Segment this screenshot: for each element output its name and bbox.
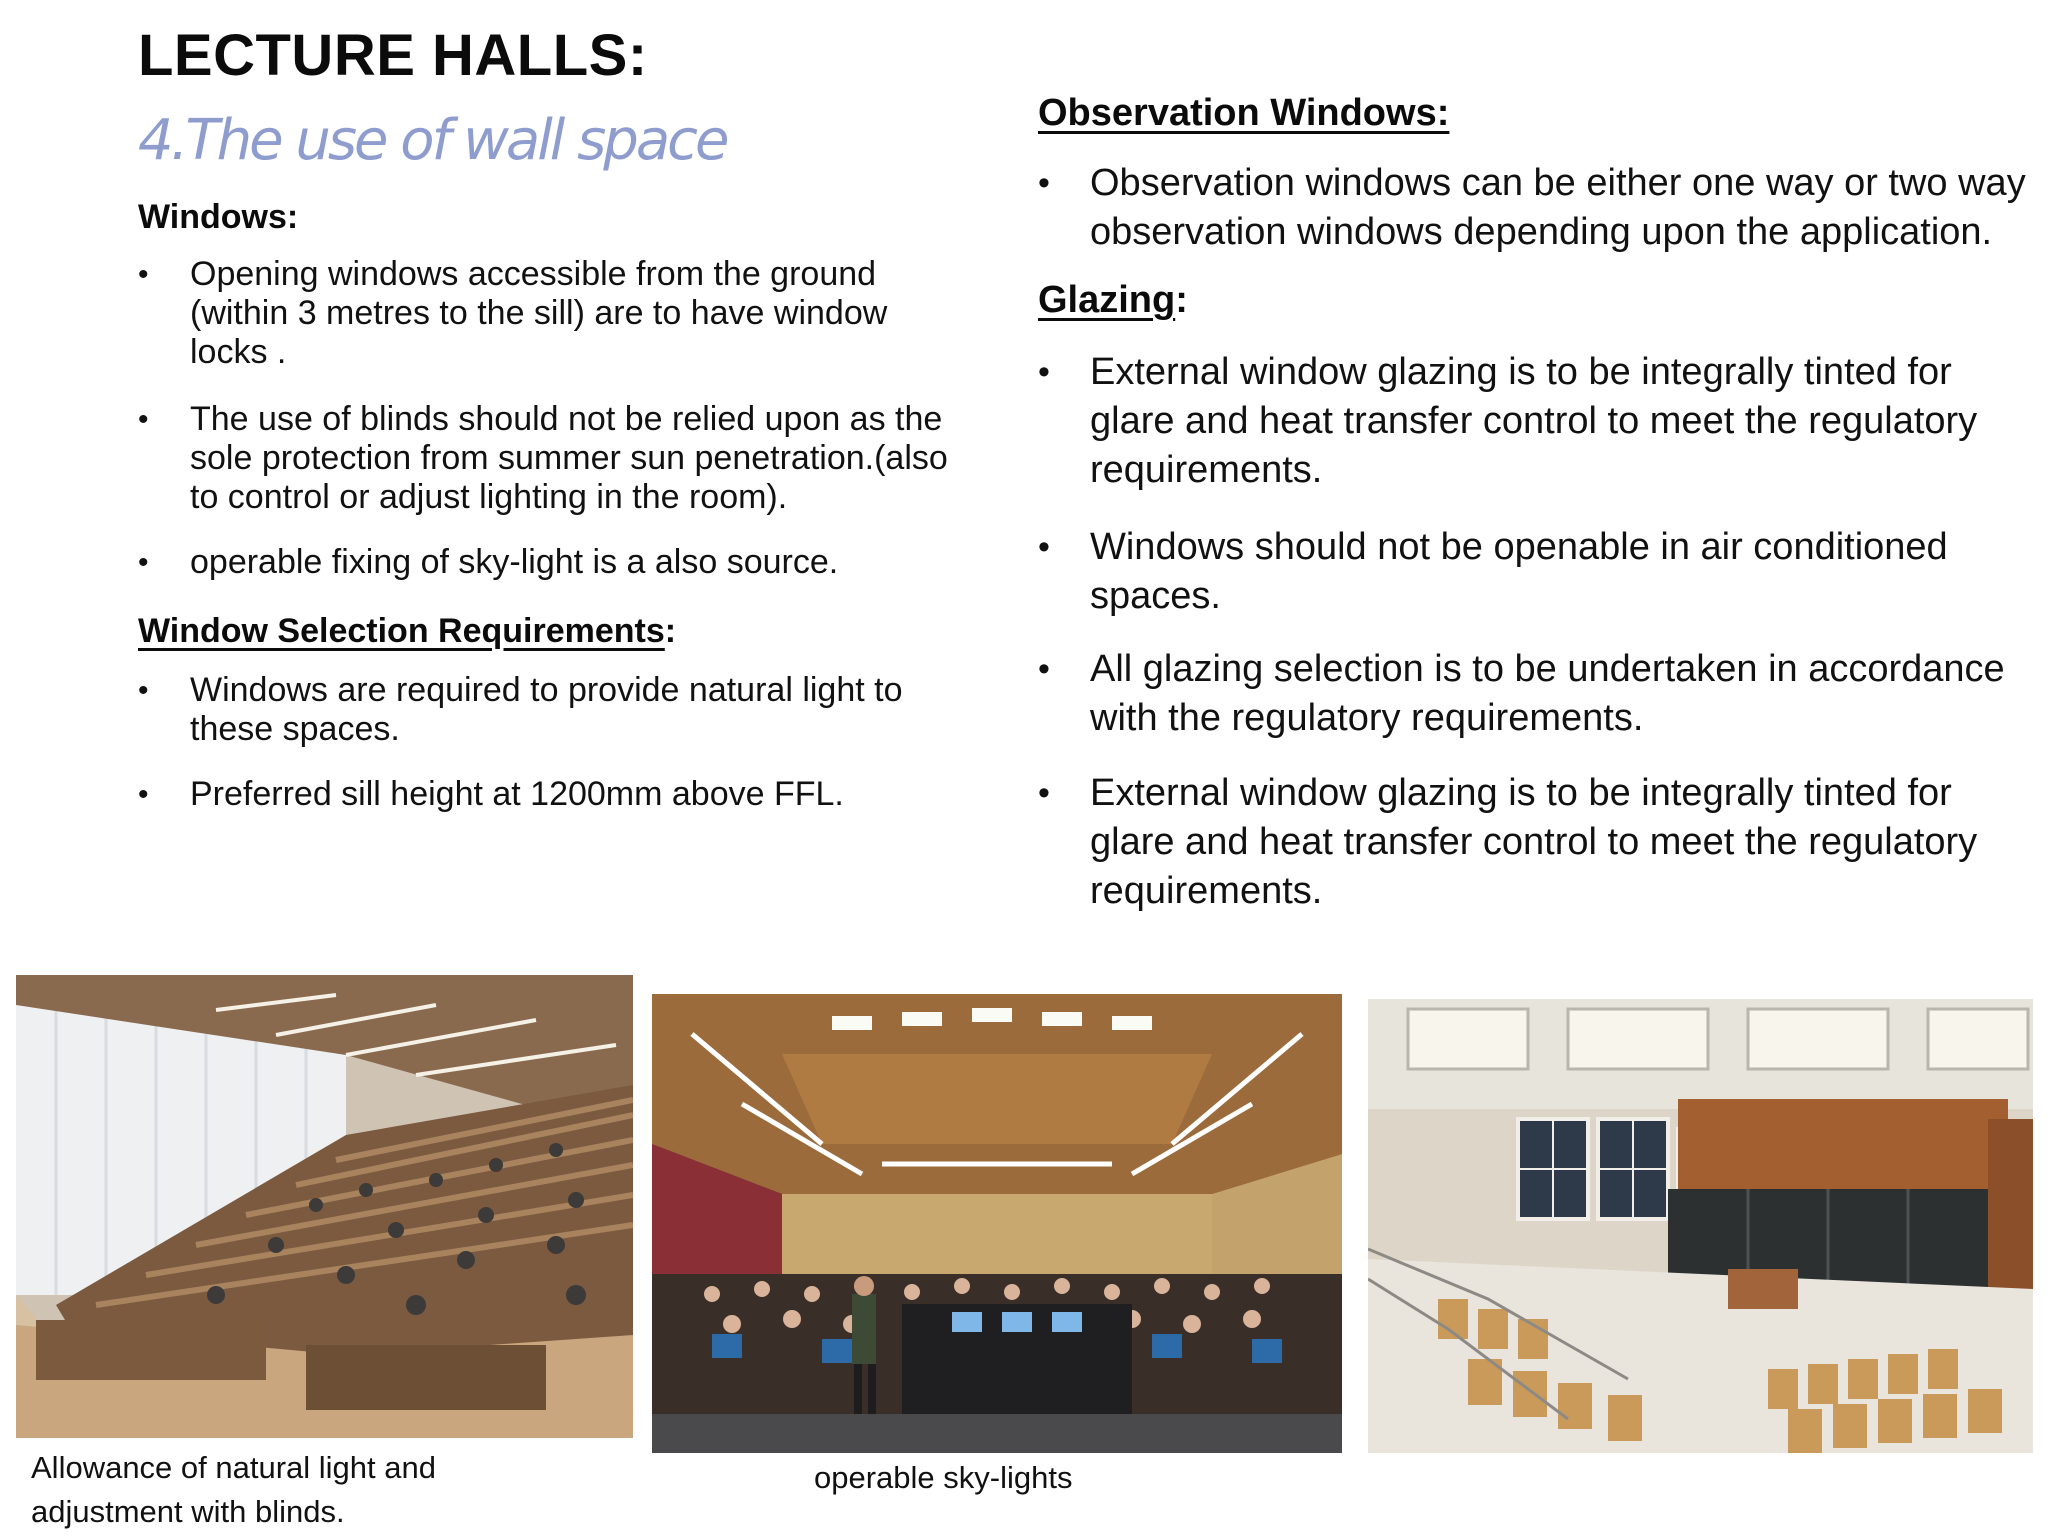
glazing-list <box>1038 348 2028 916</box>
right-column <box>1038 92 2028 916</box>
bullet-icon: • <box>1038 774 1050 812</box>
bullet-icon: • <box>138 778 149 811</box>
list-item-text: All glazing selection is to be undertaken in accordance with the regulatory requirements. <box>1090 648 2005 739</box>
slide-title: LECTURE HALLS: <box>138 23 648 88</box>
slide-subtitle: 4.The use of wall space <box>138 108 727 173</box>
observation-heading <box>1038 92 2028 135</box>
observation-heading-text: Observation Windows: <box>1038 92 1450 134</box>
list-item <box>138 400 968 517</box>
list-item-text: External window glazing is to be integrally tinted for glare and heat transfer control to meet the regulatory requirements. <box>1090 351 1978 491</box>
requirements-list <box>138 671 968 814</box>
left-column <box>138 198 968 814</box>
photo-caption-skylights: operable sky-lights <box>814 1460 1073 1495</box>
lecture-hall-photo-blinds <box>16 975 633 1438</box>
glazing-heading <box>1038 279 2028 322</box>
bullet-icon: • <box>1038 528 1050 566</box>
requirements-heading-suffix: : <box>664 612 677 650</box>
list-item <box>138 775 968 814</box>
windows-heading: Windows: <box>138 198 299 236</box>
list-item <box>1038 645 2028 743</box>
list-item <box>138 671 968 749</box>
photo-illustration <box>652 994 1342 1453</box>
list-item <box>138 255 968 372</box>
bullet-icon: • <box>1038 353 1050 391</box>
glazing-heading-suffix: : <box>1175 279 1188 321</box>
list-item-text: Observation windows can be either one way or two way observation windows depending upon the application. <box>1090 162 2026 253</box>
list-item <box>138 543 968 582</box>
observation-list <box>1038 159 2028 257</box>
bullet-icon: • <box>138 546 149 579</box>
list-item-text: Preferred sill height at 1200mm above FFL. <box>190 775 844 813</box>
list-item <box>1038 523 2028 621</box>
list-item <box>1038 348 2028 495</box>
list-item <box>1038 769 2028 916</box>
lecture-hall-photo-skylights <box>652 994 1342 1453</box>
bullet-icon: • <box>138 258 149 291</box>
list-item-text: External window glazing is to be integrally tinted for glare and heat transfer control to meet the regulatory requirements. <box>1090 772 1978 912</box>
photo-caption-blinds: Allowance of natural light and adjustment with blinds. <box>31 1450 436 1529</box>
list-item-text: The use of blinds should not be relied upon as the sole protection from summer sun penetration.(also to control or adjust lighting in the room). <box>190 400 948 516</box>
bullet-icon: • <box>1038 164 1050 202</box>
requirements-heading <box>138 612 968 651</box>
windows-list <box>138 255 968 582</box>
photo-illustration <box>16 975 633 1438</box>
bullet-icon: • <box>1038 650 1050 688</box>
list-item-text: Opening windows accessible from the ground (within 3 metres to the sill) are to have window locks . <box>190 255 888 371</box>
list-item <box>1038 159 2028 257</box>
bullet-icon: • <box>138 674 149 707</box>
lecture-hall-photo-windows <box>1368 999 2033 1453</box>
requirements-heading-text: Window Selection Requirements <box>138 612 665 650</box>
bullet-icon: • <box>138 403 149 436</box>
glazing-heading-text: Glazing <box>1038 279 1176 321</box>
photo-illustration <box>1368 999 2033 1453</box>
list-item-text: operable fixing of sky-light is a also source. <box>190 543 839 581</box>
list-item-text: Windows are required to provide natural light to these spaces. <box>190 671 903 748</box>
list-item-text: Windows should not be openable in air conditioned spaces. <box>1090 526 1948 617</box>
